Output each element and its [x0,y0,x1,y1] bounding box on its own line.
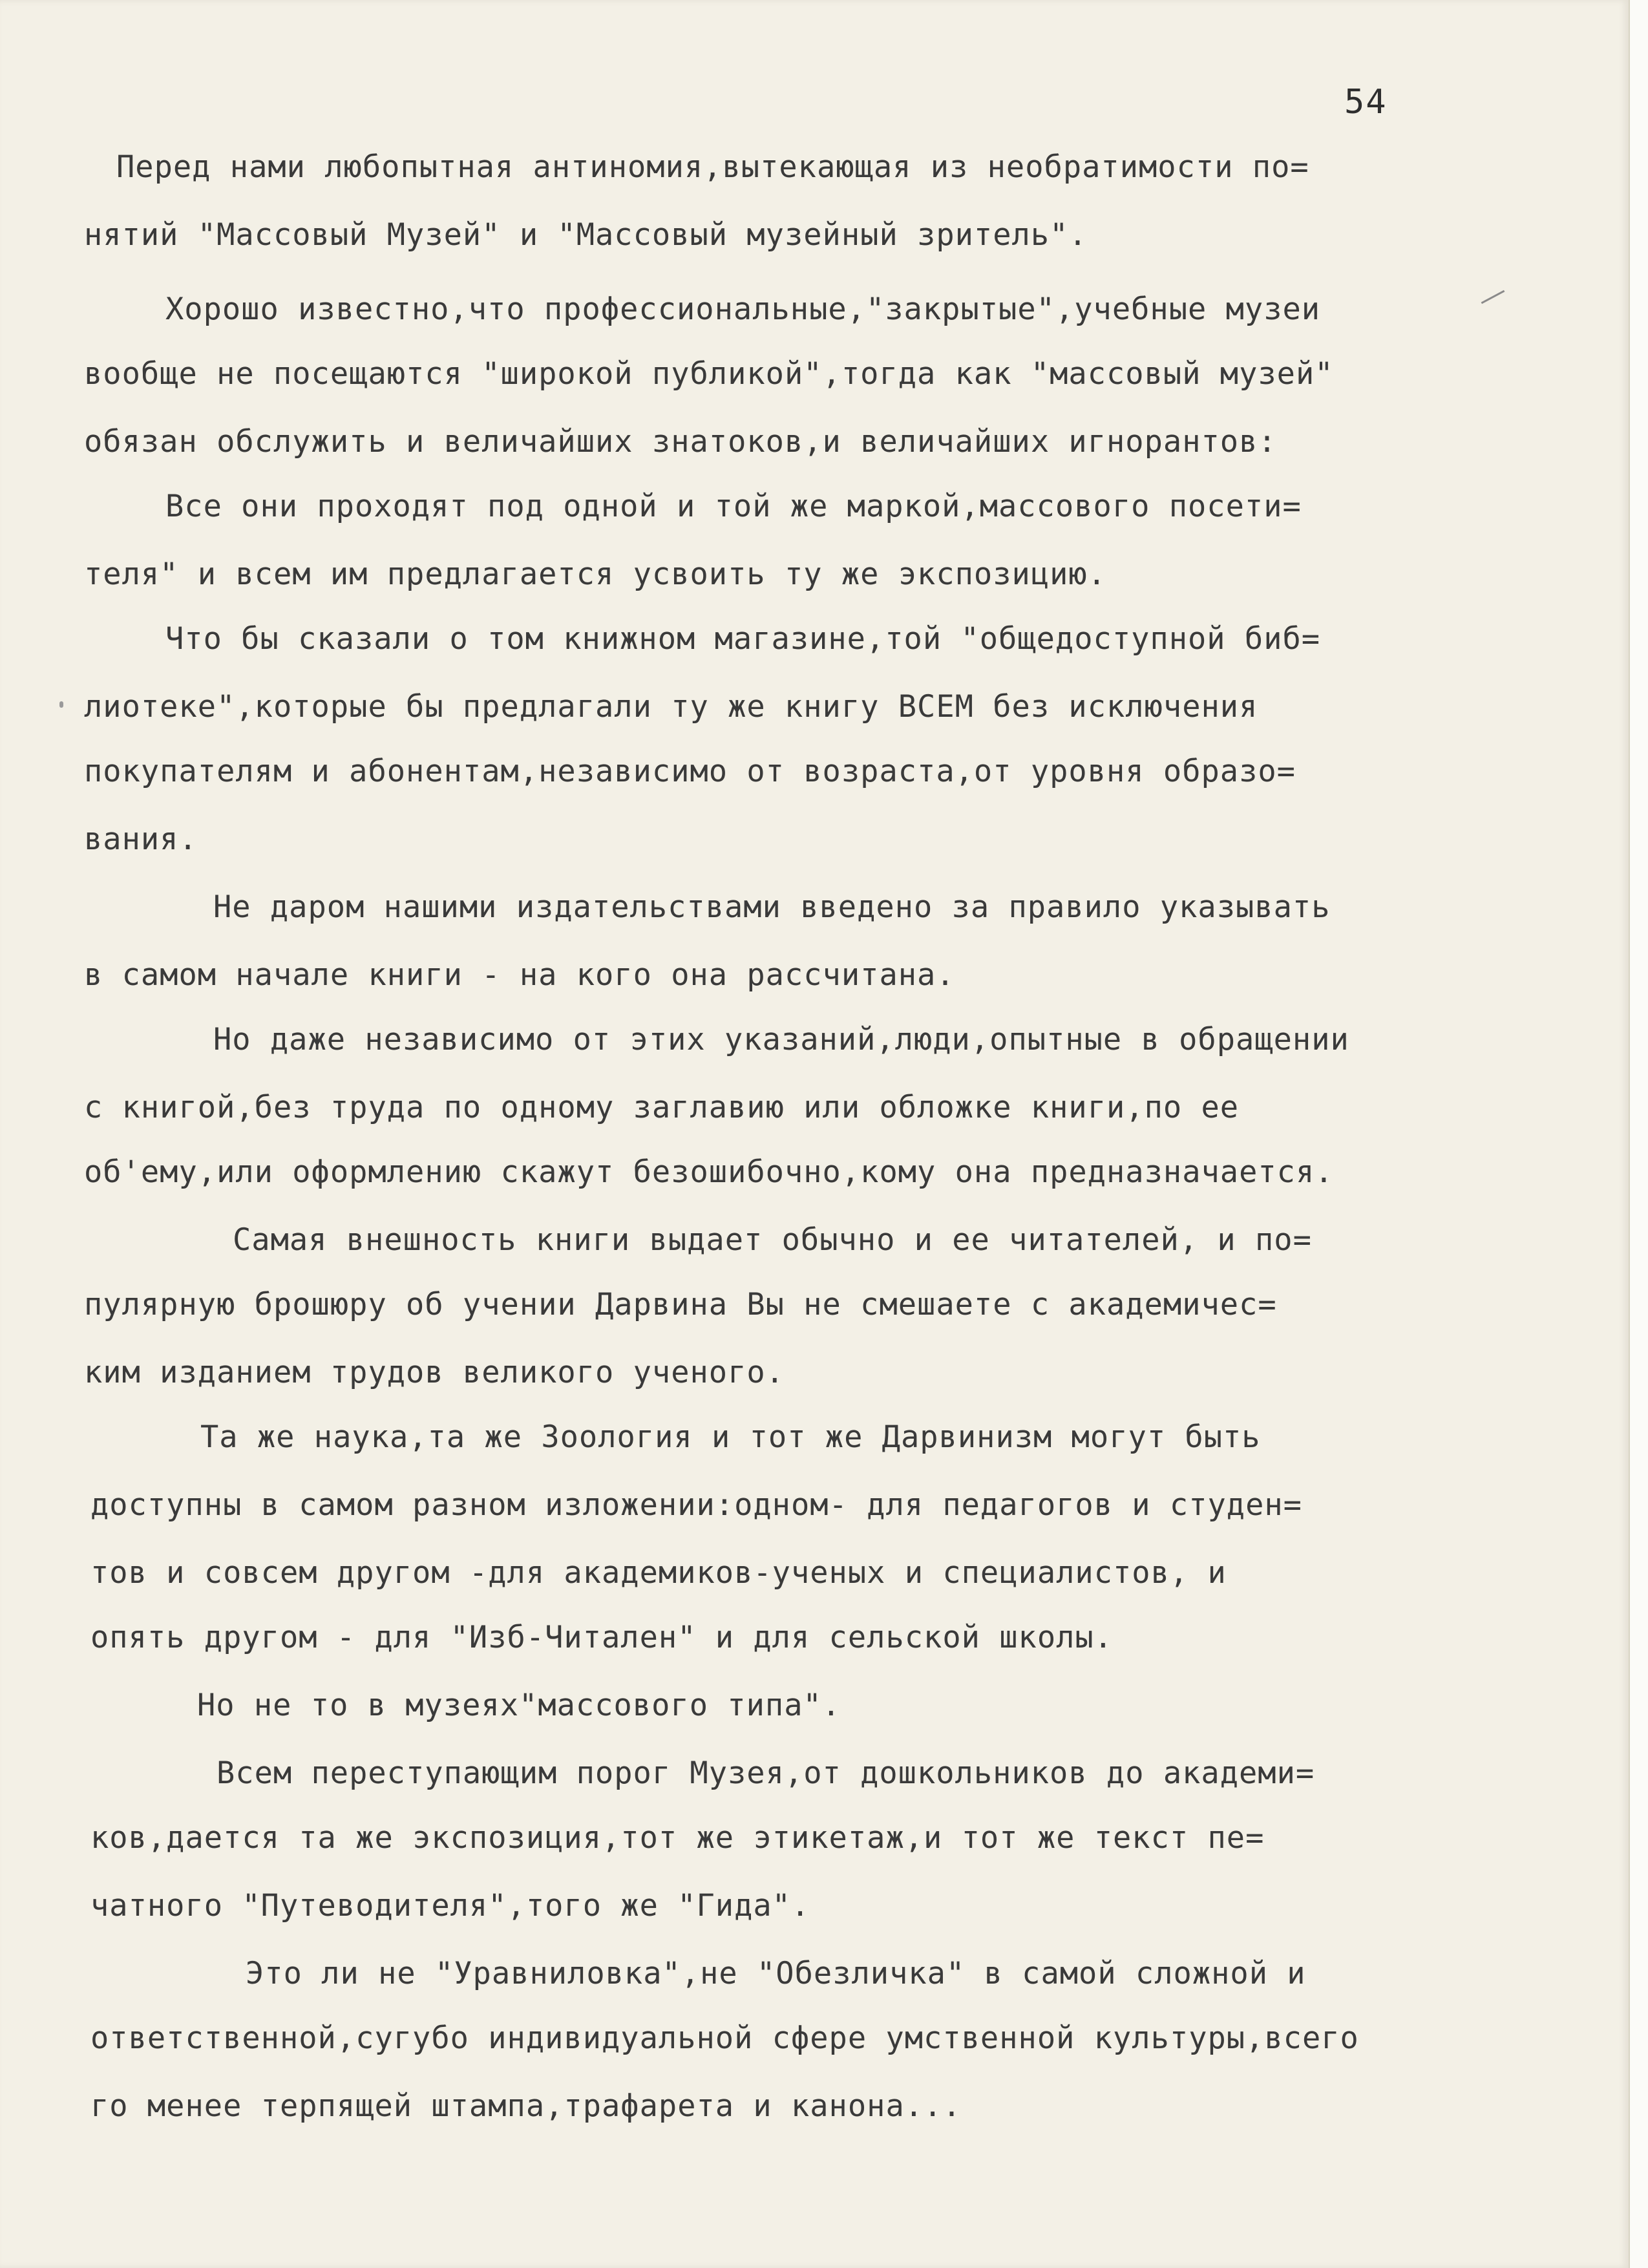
text-line: Все они проходят под одной и той же маркой,массового посети= [165,489,1302,524]
text-line: Всем переступающим порог Музея,от дошкольников до академи= [217,1755,1315,1791]
text-line: с книгой,без труда по одному заглавию или обложке книги,по ее [84,1090,1240,1125]
text-line: Это ли не "Уравниловка",не "Обезличка" в самой сложной и [246,1956,1306,1991]
text-line: теля" и всем им предлагается усвоить ту же экспозицию. [84,556,1107,592]
text-line: ответственной,сугубо индивидуальной сфере умственной культуры,всего [90,2020,1359,2056]
page-edge [1629,0,1648,2268]
text-line: Но не то в музеях"массового типа". [197,1688,841,1723]
text-line: покупателям и абонентам,независимо от возраста,от уровня образо= [84,754,1296,789]
text-line: доступны в самом разном изложении:одном- для педагогов и студен= [90,1487,1302,1523]
text-line: Не даром нашими издательствами введено за правило указывать [213,889,1331,925]
text-line: Но даже независимо от этих указаний,люди,опытные в обращении [213,1022,1349,1057]
text-line: ков,дается та же экспозиция,тот же этикетаж,и тот же текст пе= [90,1820,1265,1856]
text-line: пулярную брошюру об учении Дарвина Вы не смешаете с академичес= [84,1287,1277,1322]
text-line: в самом начале книги - на кого она рассчитана. [84,957,955,993]
page-number: 54 [1344,83,1388,122]
text-line: вообще не посещаются "широкой публикой",тогда как "массовый музей" [84,356,1334,392]
text-line: Та же наука,та же Зоология и тот же Дарвинизм могут быть [200,1419,1261,1455]
text-line: го менее терпящей штампа,трафарета и канона... [90,2088,962,2124]
text-line: Перед нами любопытная антиномия,вытекающая из необратимости по= [116,149,1309,185]
text-line: лиотеке",которые бы предлагали ту же книгу ВСЕМ без исключения [84,689,1258,725]
text-line: опять другом - для "Изб-Читален" и для сельской школы. [90,1620,1114,1655]
text-line: чатного "Путеводителя",того же "Гида". [90,1888,810,1924]
text-line: ким изданием трудов великого ученого. [84,1355,785,1390]
text-line: Хорошо известно,что профессиональные,"закрытые",учебные музеи [165,291,1321,327]
text-line: Что бы сказали о том книжном магазине,той "общедоступной биб= [165,621,1321,657]
text-line: нятий "Массовый Музей" и "Массовый музейный зритель". [84,217,1088,253]
pencil-dot-mark [59,701,63,708]
text-line: об'ему,или оформлению скажут безошибочно,кому она предназначается. [84,1154,1334,1190]
text-line: Самая внешность книги выдает обычно и ее читателей, и по= [233,1222,1312,1258]
text-line: вания. [84,821,198,857]
text-line: обязан обслужить и величайших знатоков,и величайших игнорантов: [84,424,1277,460]
text-line: тов и совсем другом -для академиков-ученых и специалистов, и [90,1555,1227,1591]
